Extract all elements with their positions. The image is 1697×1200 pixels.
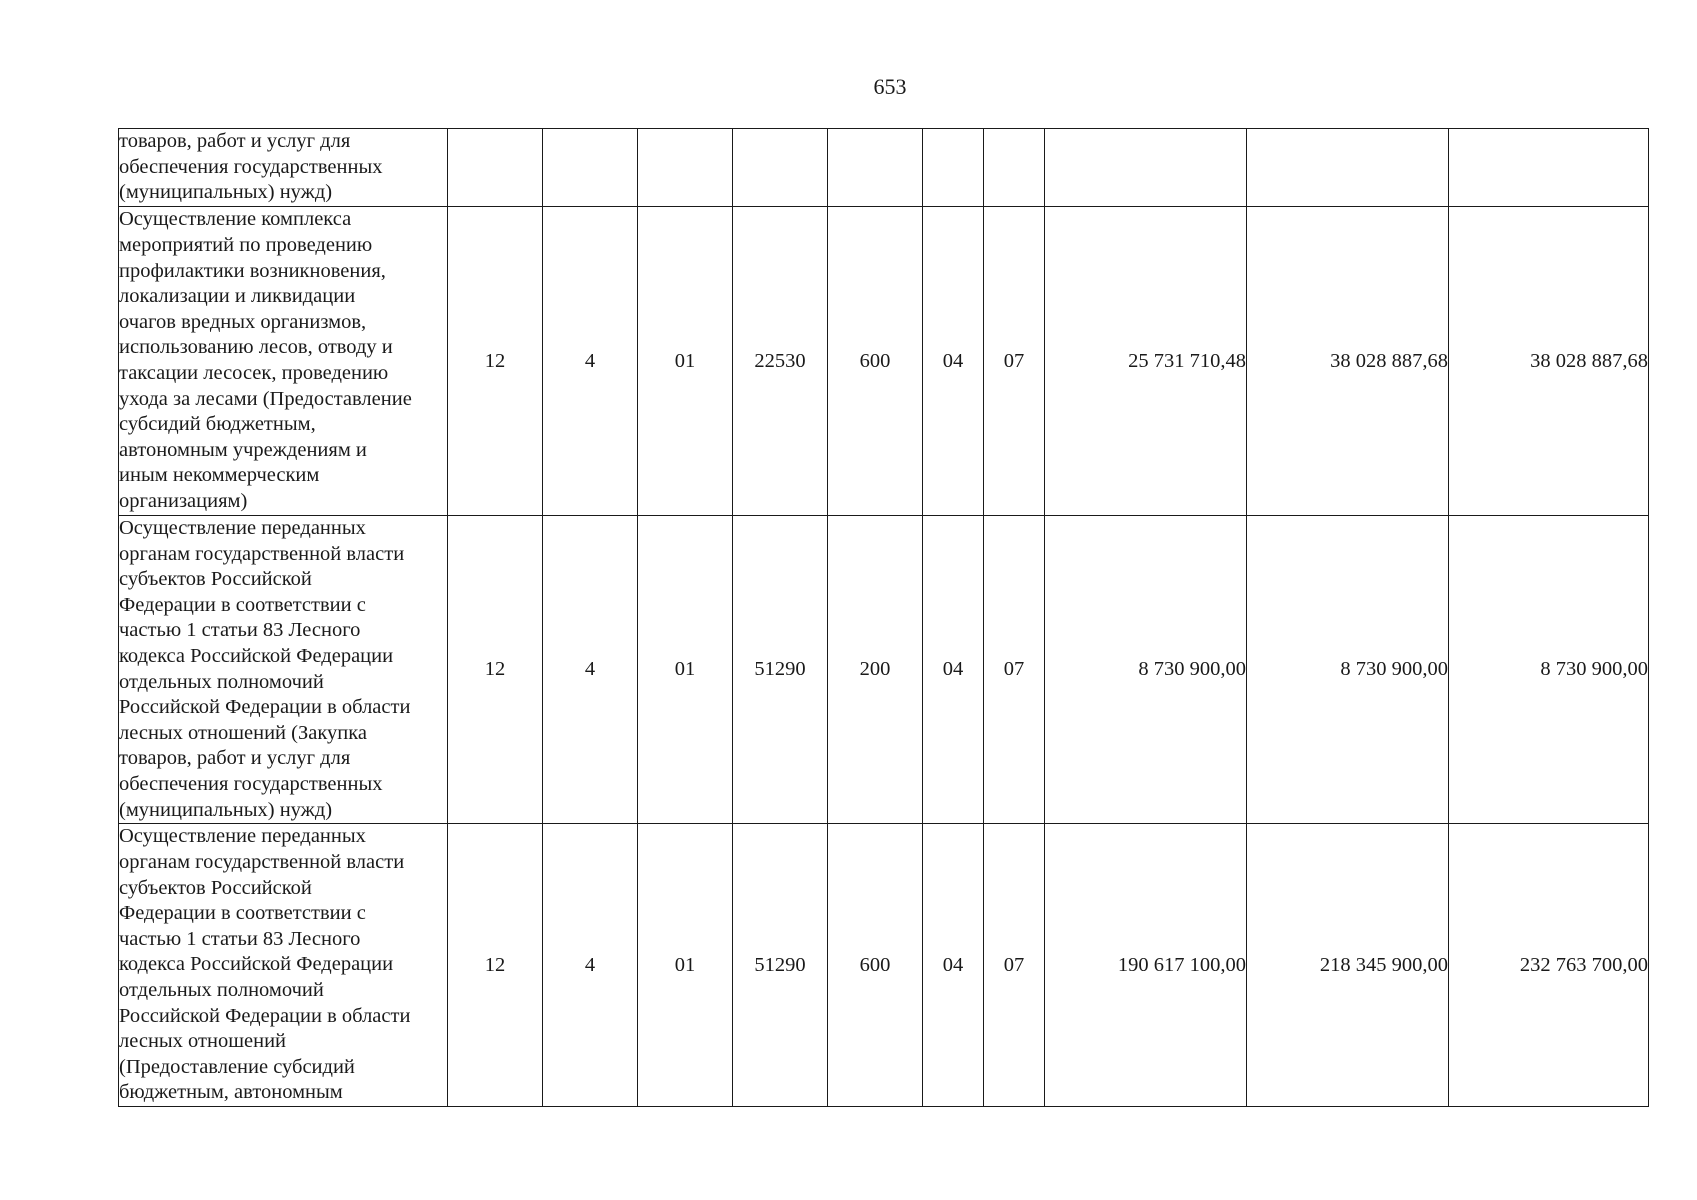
subprogram-code-cell [543,129,638,207]
subsection-code-cell: 07 [984,207,1045,516]
expense-type-cell [828,129,923,207]
direction-code-cell: 22530 [733,207,828,516]
event-code-cell [638,129,733,207]
section-code-cell: 04 [923,516,984,824]
direction-code-cell: 51290 [733,824,828,1107]
table-row [119,516,1649,824]
subprogram-code-cell: 4 [543,516,638,824]
amount-cell-2: 38 028 887,68 [1247,207,1449,516]
amount-cell-1: 25 731 710,48 [1045,207,1247,516]
subprogram-code-cell: 4 [543,207,638,516]
row-description: Осуществление комплекса мероприятий по проведению профилактики возникновения, локализации и ликвидации очагов вредных организмов, использованию лесов, отводу и таксации лесосек, проведению ухода за лесами (Предоставление субсидий бюджетным, автономным учреждениям и иным некоммерческим организациям) [119,207,448,516]
amount-cell-3: 8 730 900,00 [1449,516,1649,824]
program-code-cell: 12 [448,207,543,516]
program-code-cell: 12 [448,516,543,824]
subsection-code-cell [984,129,1045,207]
amount-cell-2: 218 345 900,00 [1247,824,1449,1107]
amount-cell-3: 232 763 700,00 [1449,824,1649,1107]
section-code-cell: 04 [923,824,984,1107]
row-description: Осуществление переданных органам государственной власти субъектов Российской Федерации в соответствии с частью 1 статьи 83 Лесного кодекса Российской Федерации отдельных полномочий Российской Федерации в области лесных отношений (Закупка товаров, работ и услуг для обеспечения государственных (муниципальных) нужд) [119,516,448,824]
page-number: 653 [873,74,907,99]
amount-cell-2 [1247,129,1449,207]
amount-cell-1: 190 617 100,00 [1045,824,1247,1107]
section-code-cell [923,129,984,207]
expense-type-cell: 600 [828,824,923,1107]
table-row [119,129,1649,207]
budget-table [118,128,1649,1107]
subprogram-code-cell: 4 [543,824,638,1107]
subsection-code-cell: 07 [984,516,1045,824]
amount-cell-1 [1045,129,1247,207]
event-code-cell: 01 [638,516,733,824]
amount-cell-3: 38 028 887,68 [1449,207,1649,516]
event-code-cell: 01 [638,824,733,1107]
row-description: Осуществление переданных органам государственной власти субъектов Российской Федерации в соответствии с частью 1 статьи 83 Лесного кодекса Российской Федерации отдельных полномочий Российской Федерации в области лесных отношений (Предоставление субсидий бюджетным, автономным [119,824,448,1107]
program-code-cell [448,129,543,207]
amount-cell-3 [1449,129,1649,207]
amount-cell-2: 8 730 900,00 [1247,516,1449,824]
subsection-code-cell: 07 [984,824,1045,1107]
program-code-cell: 12 [448,824,543,1107]
direction-code-cell: 51290 [733,516,828,824]
event-code-cell: 01 [638,207,733,516]
expense-type-cell: 600 [828,207,923,516]
table-row [119,824,1649,1107]
section-code-cell: 04 [923,207,984,516]
row-description: товаров, работ и услуг для обеспечения государственных (муниципальных) нужд) [119,129,448,207]
table-row [119,207,1649,516]
amount-cell-1: 8 730 900,00 [1045,516,1247,824]
direction-code-cell [733,129,828,207]
expense-type-cell: 200 [828,516,923,824]
